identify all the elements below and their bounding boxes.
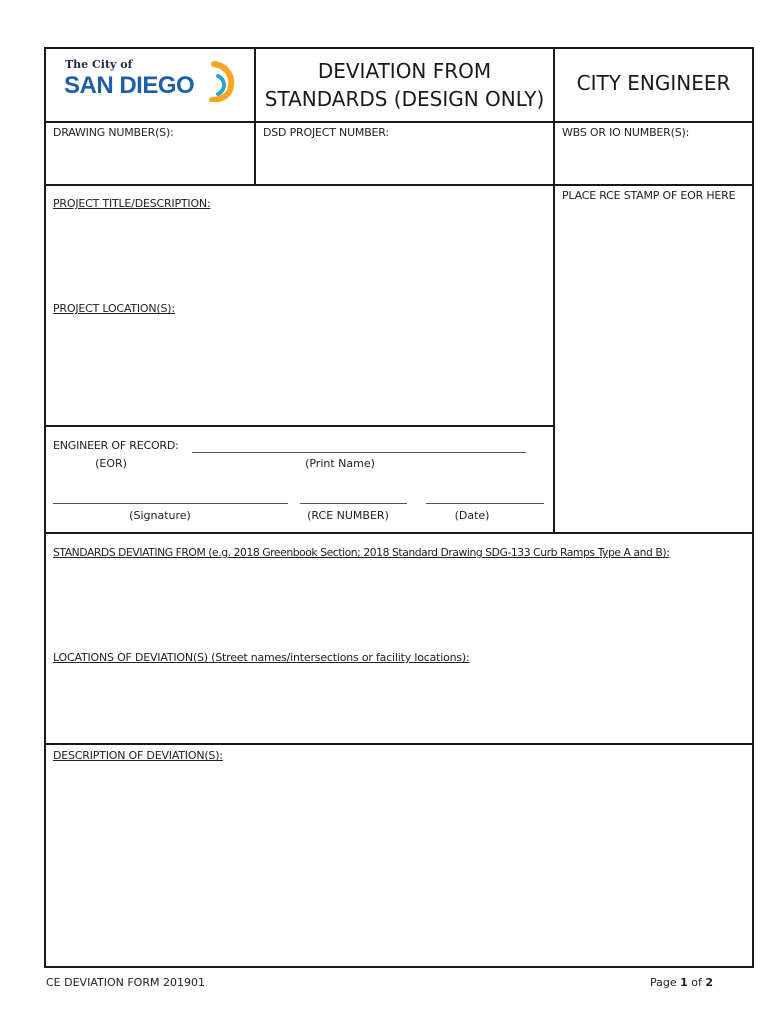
locations-of-deviation-field[interactable] bbox=[46, 668, 752, 742]
title-line-2: STANDARDS (DESIGN ONLY) bbox=[264, 87, 545, 111]
rce-number-caption: (RCE NUMBER) bbox=[307, 509, 389, 522]
date-line[interactable] bbox=[426, 503, 544, 504]
locations-of-deviation-label: LOCATIONS OF DEVIATION(S) (Street names/intersections or facility locations): bbox=[53, 651, 470, 664]
project-location-label: PROJECT LOCATION(S): bbox=[53, 302, 175, 315]
form-title bbox=[256, 57, 553, 113]
page-number bbox=[650, 976, 713, 989]
page-prefix: Page bbox=[650, 976, 677, 989]
engineer-of-record-label: ENGINEER OF RECORD: bbox=[53, 439, 179, 452]
sun-wave-icon bbox=[208, 60, 238, 102]
project-title-label: PROJECT TITLE/DESCRIPTION: bbox=[53, 197, 211, 210]
drawing-numbers-label: DRAWING NUMBER(S): bbox=[53, 126, 174, 139]
rce-stamp-label: PLACE RCE STAMP OF EOR HERE bbox=[562, 189, 736, 202]
project-title-field[interactable] bbox=[46, 214, 553, 300]
rce-stamp-area bbox=[555, 205, 752, 532]
description-of-deviation-field[interactable] bbox=[46, 766, 752, 964]
description-of-deviation-label: DESCRIPTION OF DEVIATION(S): bbox=[53, 749, 223, 762]
form-id: CE DEVIATION FORM 201901 bbox=[46, 976, 205, 989]
logo-text-small: The City of bbox=[65, 58, 133, 71]
page-current: 1 bbox=[680, 976, 688, 989]
wbs-io-number-label: WBS OR IO NUMBER(S): bbox=[562, 126, 690, 139]
wbs-io-number-field[interactable] bbox=[555, 141, 752, 184]
signature-caption: (Signature) bbox=[129, 509, 191, 522]
city-engineer-heading: CITY ENGINEER bbox=[576, 71, 731, 95]
title-line-1: DEVIATION FROM bbox=[317, 59, 492, 83]
rce-number-line[interactable] bbox=[300, 503, 407, 504]
page-total: 2 bbox=[705, 976, 714, 989]
eor-name-line[interactable] bbox=[192, 452, 526, 453]
standards-deviating-label: STANDARDS DEVIATING FROM (e.g. 2018 Greenbook Section; 2018 Standard Drawing SDG-133 Curb Ramps Type A and B): bbox=[53, 546, 670, 559]
date-caption: (Date) bbox=[454, 509, 490, 522]
drawing-numbers-field[interactable] bbox=[46, 141, 254, 184]
print-name-caption: (Print Name) bbox=[305, 457, 375, 470]
dsd-project-number-label: DSD PROJECT NUMBER: bbox=[263, 126, 389, 139]
project-location-field[interactable] bbox=[46, 320, 553, 424]
city-logo bbox=[62, 58, 242, 108]
dsd-project-number-field[interactable] bbox=[256, 141, 553, 184]
standards-deviating-field[interactable] bbox=[46, 563, 752, 645]
signature-line[interactable] bbox=[53, 503, 288, 504]
logo-text-big: SAN DIEGO bbox=[64, 72, 195, 99]
eor-caption: (EOR) bbox=[95, 457, 127, 470]
page-of: of bbox=[691, 976, 702, 989]
